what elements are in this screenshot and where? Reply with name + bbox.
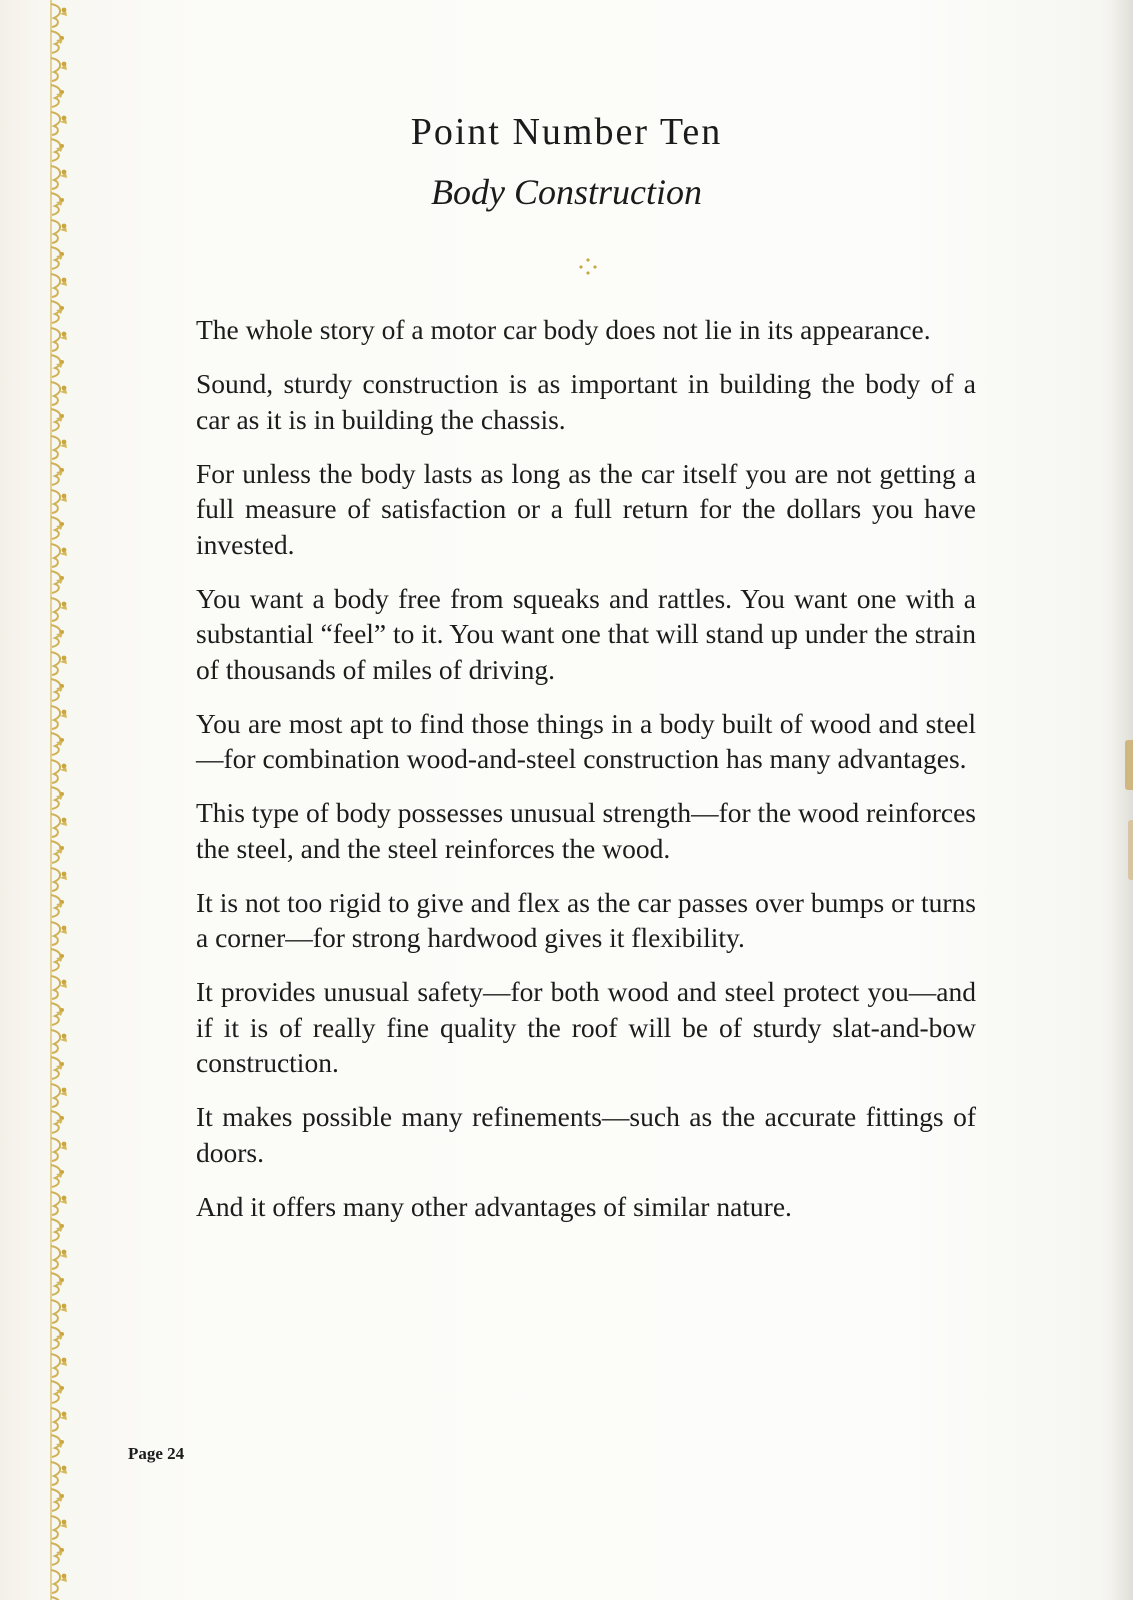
paragraph: It provides unusual safety—for both wood and steel protect you—and if it is of really fine quality the roof will be of sturdy slat-and-bow construction. (196, 976, 976, 1078)
paragraph: You want a body free from squeaks and rattles. You want one with a substantial “feel” to it. You want one that will stand up under the strain of thousands of miles of driving. (196, 582, 976, 685)
page-number: Page 24 (128, 1444, 185, 1463)
paragraph: The whole story of a motor car body does not lie in its appearance. (196, 314, 931, 345)
four-dot-diamond-icon (576, 254, 600, 278)
page-subtitle: Body Construction (431, 172, 702, 212)
page-edge-shadow (1111, 0, 1133, 1600)
paragraph: You are most apt to find those things in a body built of wood and steel—for combination wood-and-steel construction has many advantages. (196, 707, 976, 774)
paragraph: Sound, sturdy construction is as important in building the body of a car as it is in building the chassis. (196, 368, 976, 435)
paragraph: This type of body possesses unusual strength—for the wood reinforces the steel, and the steel reinforces the wood. (196, 797, 976, 864)
page-title: Point Number Ten (410, 111, 723, 153)
paragraph: It makes possible many refinements—such as the accurate fittings of doors. (196, 1101, 976, 1168)
paragraph: It is not too rigid to give and flex as the car passes over bumps or turns a corner—for strong hardwood gives it flexibility. (196, 886, 976, 953)
paragraph: And it offers many other advantages of similar nature. (196, 1190, 792, 1222)
page-edge-tab (1125, 740, 1133, 790)
page-edge-tab (1128, 820, 1133, 880)
body-text (196, 312, 976, 1243)
floral-border (46, 0, 72, 1600)
paragraph: For unless the body lasts as long as the car itself you are not getting a full measure of satisfaction or a full return for the dollars you have invested. (196, 457, 976, 560)
